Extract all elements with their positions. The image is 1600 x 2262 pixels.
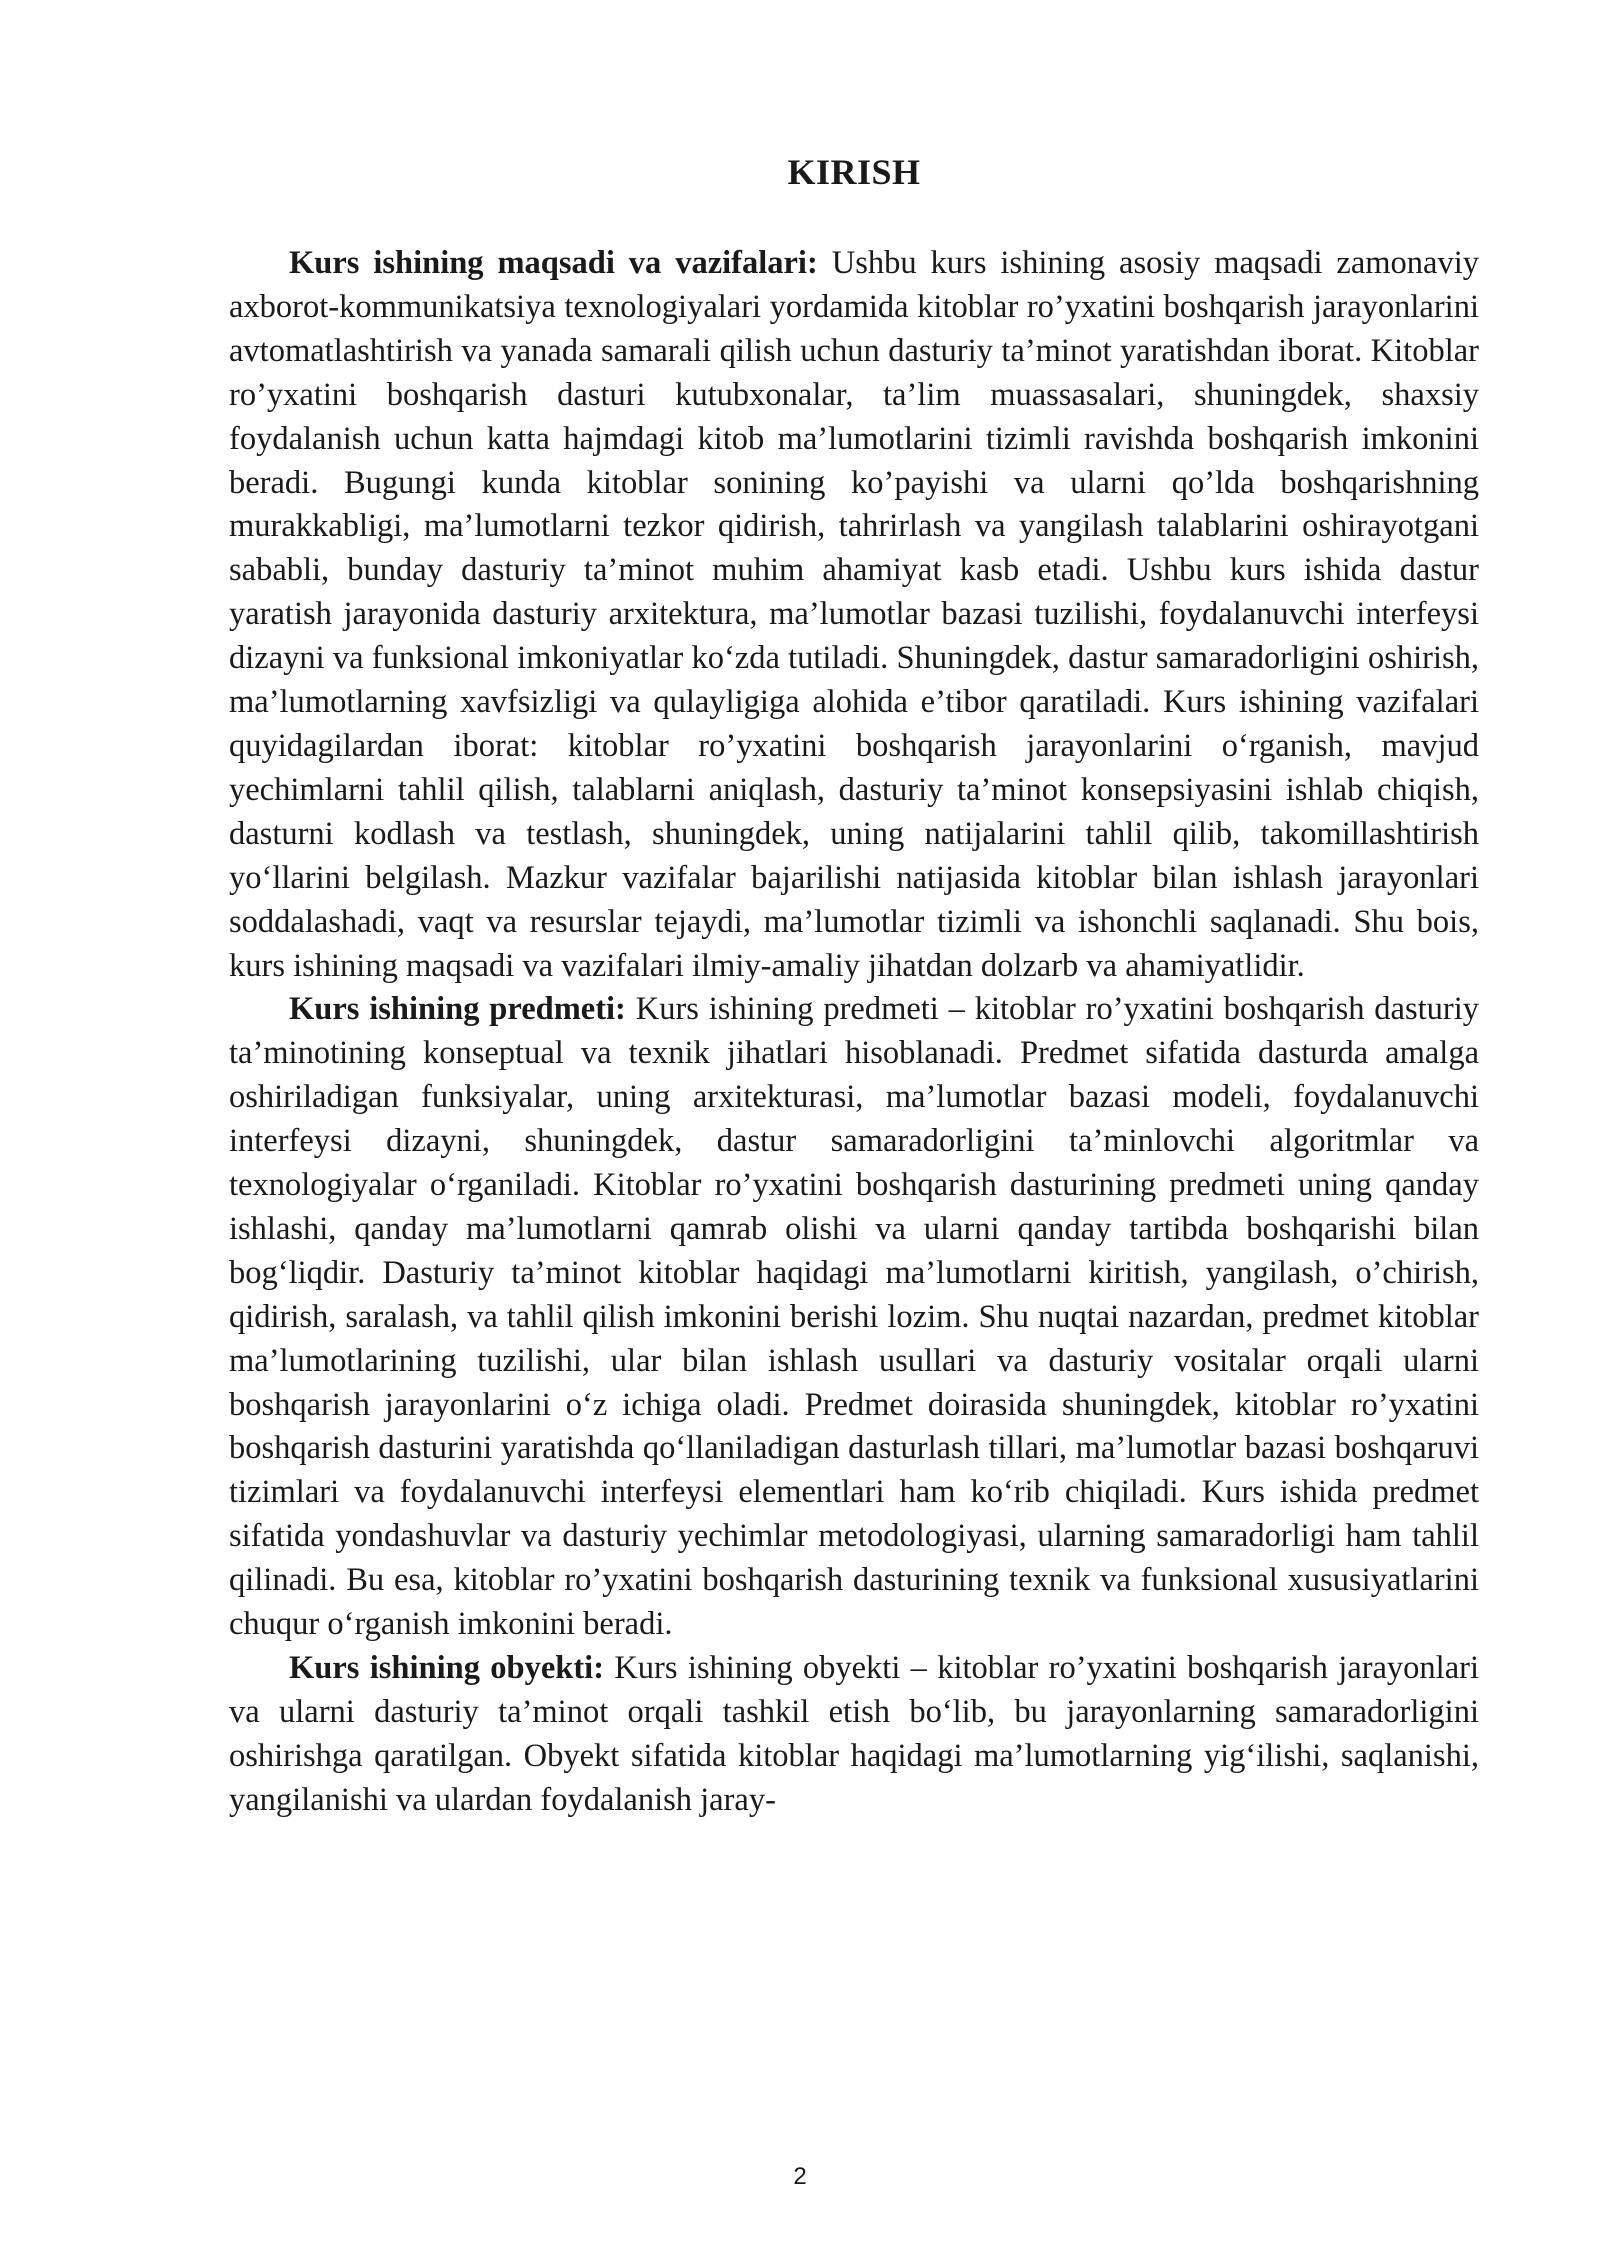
paragraph-lead: Kurs ishining predmeti:	[289, 991, 626, 1028]
paragraph-text: Kurs ishining predmeti – kitoblar ro’yxatini boshqarish dasturiy ta’minotining konseptual va texnik jihatlari hisoblanadi. Predmet sifatida dasturda amalga oshiriladigan funksiyalar, uning arxitekturasi, ma’lumotlar bazasi modeli, foydalanuvchi interfeysi dizayni, shuningdek, dastur samaradorligini ta’minlovchi algoritmlar va texnologiyalar o‘rganiladi. Kitoblar ro’yxatini boshqarish dasturining predmeti uning qanday ishlashi, qanday ma’lumotlarni qamrab olishi va ularni qanday tartibda boshqarishi bilan bog‘liqdir. Dasturiy ta’minot kitoblar haqidagi ma’lumotlarni kiritish, yangilash, o’chirish, qidirish, saralash, va tahlil qilish imkonini berishi lozim. Shu nuqtai nazardan, predmet kitoblar ma’lumotlarining tuzilishi, ular bilan ishlash usullari va dasturiy vositalar orqali ularni boshqarish jarayonlarini o‘z ichiga oladi. Predmet doirasida shuningdek, kitoblar ro’yxatini boshqarish dasturini yaratishda qo‘llaniladigan dasturlash tillari, ma’lumotlar bazasi boshqaruvi tizimlari va foydalanuvchi interfeysi elementlari ham ko‘rib chiqiladi. Kurs ishida predmet sifatida yondashuvlar va dasturiy yechimlar metodologiyasi, ularning samaradorligi ham tahlil qilinadi. Bu esa, kitoblar ro’yxatini boshqarish dasturining texnik va funksional xususiyatlarini chuqur o‘rganish imkonini beradi.	[229, 991, 1480, 1643]
paragraph-lead: Kurs ishining maqsadi va vazifalari:	[289, 245, 818, 281]
document-page	[229, 150, 1479, 1823]
paragraph-lead: Kurs ishining obyekti:	[289, 1650, 605, 1686]
paragraph-text: Kurs ishining obyekti – kitoblar ro’yxatini boshqarish jarayonlari va ularni dasturiy ta’minot orqali tashkil etish bo‘lib, bu jarayonlarning samaradorligini oshirishga qaratilgan. Obyekt sifatida kitoblar haqidagi ma’lumotlarning yig‘ilishi, saqlanishi, yangilanishi va ulardan foydalanish jaray-	[229, 1650, 1479, 1818]
page-number: 2	[793, 2163, 807, 2190]
paragraph-text: Ushbu kurs ishining asosiy maqsadi zamonaviy axborot-kommunikatsiya texnologiyalari yordamida kitoblar ro’yxatini boshqarish jarayonlarini avtomatlashtirish va yanada samarali qilish uchun dasturiy ta’minot yaratishdan iborat. Kitoblar ro’yxatini boshqarish dasturi kutubxonalar, ta’lim muassasalari, shuningdek, shaxsiy foydalanish uchun katta hajmdagi kitob ma’lumotlarini tizimli ravishda boshqarish imkonini beradi. Bugungi kunda kitoblar sonining ko’payishi va ularni qo’lda boshqarishning murakkabligi, ma’lumotlarni tezkor qidirish, tahrirlash va yangilash talablarini oshirayotgani sababli, bunday dasturiy ta’minot muhim ahamiyat kasb etadi. Ushbu kurs ishida dastur yaratish jarayonida dasturiy arxitektura, ma’lumotlar bazasi tuzilishi, foydalanuvchi interfeysi dizayni va funksional imkoniyatlar ko‘zda tutiladi. Shuningdek, dastur samaradorligini oshirish, ma’lumotlarning xavfsizligi va qulayligiga alohida e’tibor qaratiladi. Kurs ishining vazifalari quyidagilardan iborat: kitoblar ro’yxatini boshqarish jarayonlarini o‘rganish, mavjud yechimlarni tahlil qilish, talablarni aniqlash, dasturiy ta’minot konsepsiyasini ishlab chiqish, dasturni kodlash va testlash, shuningdek, uning natijalarini tahlil qilib, takomillashtirish yo‘llarini belgilash. Mazkur vazifalar bajarilishi natijasida kitoblar bilan ishlash jarayonlari soddalashadi, vaqt va resurslar tejaydi, ma’lumotlar tizimli va ishonchli saqlanadi. Shu bois, kurs ishining maqsadi va vazifalari ilmiy-amaliy jihatdan dolzarb va ahamiyatlidir.	[229, 245, 1480, 984]
paragraph-goals	[229, 242, 1479, 988]
page-title: KIRISH	[787, 152, 921, 192]
paragraph-subject	[229, 988, 1479, 1647]
paragraph-object	[229, 1647, 1479, 1823]
